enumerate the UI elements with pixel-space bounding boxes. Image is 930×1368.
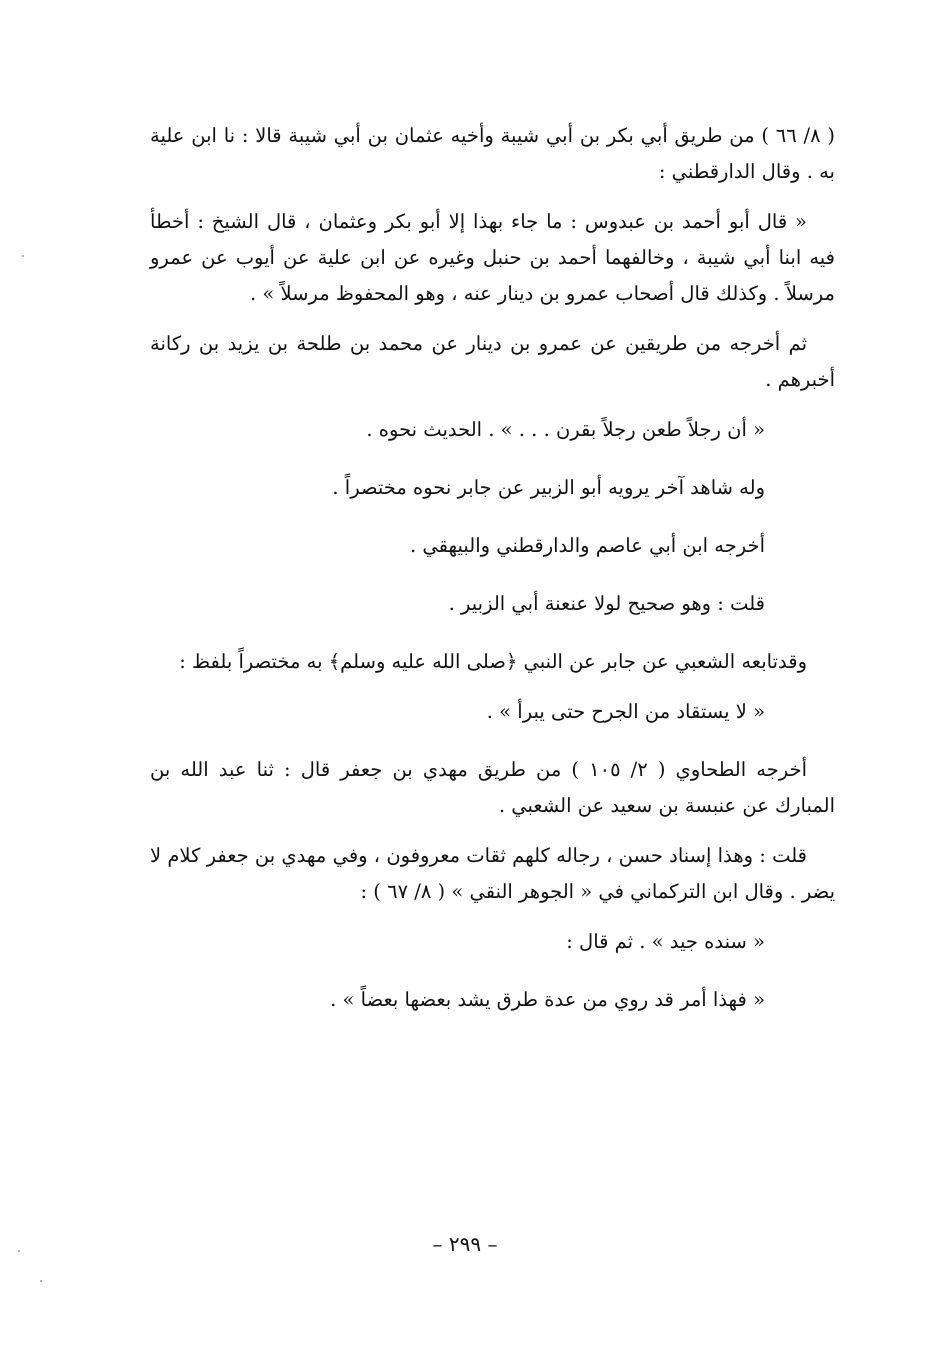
paragraph: قلت : وهو صحيح لولا عنعنة أبي الزبير . xyxy=(448,592,765,615)
paragraph: أخرجه ابن أبي عاصم والدارقطني والبيهقي . xyxy=(410,534,765,557)
paragraph: « لا يستقاد من الجرح حتى يبرأ » . xyxy=(486,700,765,723)
paragraph: وله شاهد آخر يرويه أبو الزبير عن جابر نحوه مختصراً . xyxy=(332,476,765,499)
page-body-text xyxy=(150,118,835,1040)
paragraph: « أن رجلاً طعن رجلاً بقرن . . . » . الحديث نحوه . xyxy=(366,418,765,441)
paragraph: « قال أبو أحمد بن عبدوس : ما جاء بهذا إلا أبو بكر وعثمان ، قال الشيخ : أخطأ فيه ابنا أبي شيبة ، وخالفهما أحمد بن حنبل وغيره عن ابن علية عن أيوب عن عمرو مرسلاً . وكذلك قال أصحاب عمرو بن دينار عنه ، وهو المحفوظ مرسلاً » . xyxy=(150,210,835,305)
paragraph: ( ٨/ ٦٦ ) من طريق أبي بكر بن أبي شيبة وأخيه عثمان بن أبي شيبة قالا : نا ابن علية به . وقال الدارقطني : xyxy=(150,124,835,183)
paragraph: أخرجه الطحاوي ( ٢/ ١٠٥ ) من طريق مهدي بن جعفر قال : ثنا عبد الله بن المبارك عن عنبسة بن سعيد عن الشعبي . xyxy=(150,758,835,817)
paragraph: قلت : وهذا إسناد حسن ، رجاله كلهم ثقات معروفون ، وفي مهدي بن جعفر كلام لا يضر . وقال ابن التركماني في « الجوهر النقي » ( ٨/ ٦٧ ) : xyxy=(150,844,835,903)
scan-speck xyxy=(18,1250,20,1252)
page-number: – ٢٩٩ – xyxy=(432,1232,498,1256)
paragraph: « فهذا أمر قد روي من عدة طرق يشد بعضها بعضاً » . xyxy=(330,988,765,1011)
paragraph: وقدتابعه الشعبي عن جابر عن النبي ﴿صلى الله عليه وسلم﴾ به مختصراً بلفظ : xyxy=(179,650,807,673)
scan-speck xyxy=(22,255,24,257)
paragraph: ثم أخرجه من طريقين عن عمرو بن دينار عن محمد بن طلحة بن يزيد بن ركانة أخبرهم . xyxy=(150,332,835,391)
paragraph: « سنده جيد » . ثم قال : xyxy=(566,930,765,953)
scan-speck xyxy=(40,1280,42,1282)
